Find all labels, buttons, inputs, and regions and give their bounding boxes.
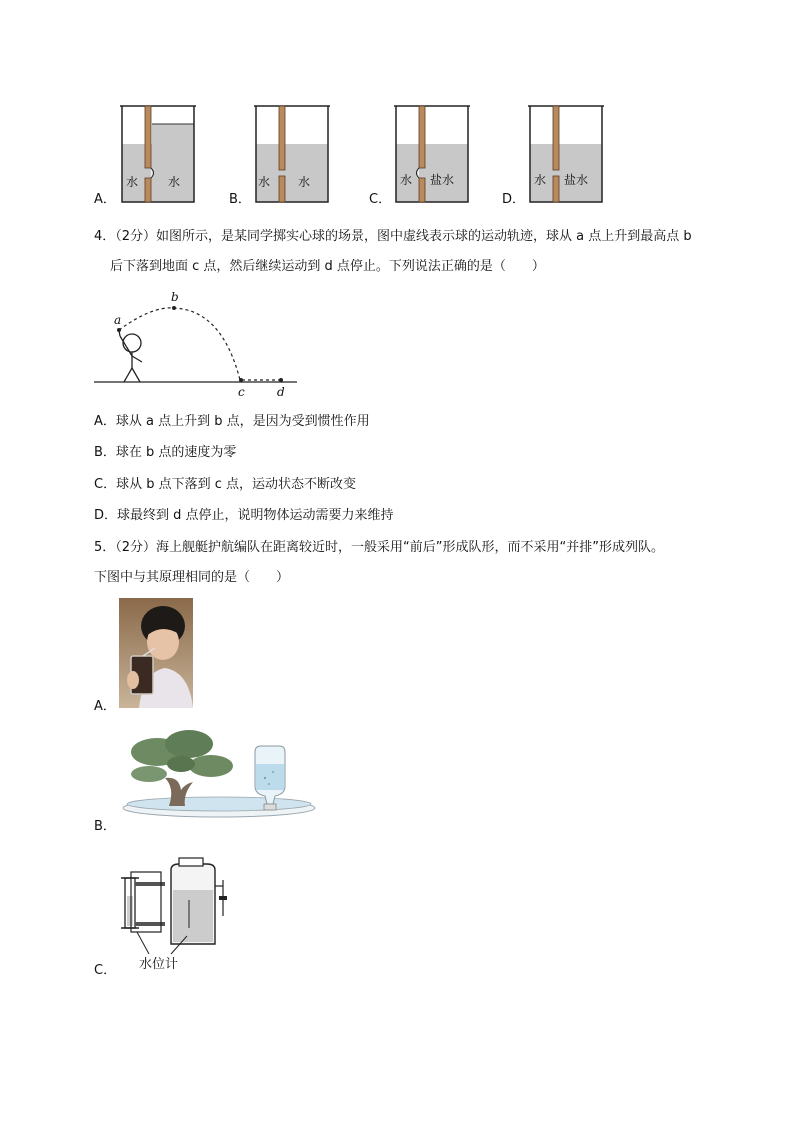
q3-option-d-letter: D． xyxy=(502,192,526,207)
q3-beaker-d[interactable] xyxy=(526,102,606,206)
q4-stem-line2: 后下落到地面 c 点，然后继续运动到 d 点停止。下列说法正确的是（ ） xyxy=(110,259,545,274)
q3-option-c-letter: C． xyxy=(369,192,392,207)
point-b-label: b xyxy=(171,290,179,304)
point-a-label: a xyxy=(114,313,122,327)
q5-option-a-drinking-photo[interactable] xyxy=(119,598,193,708)
q4-option-d[interactable]: D．球最终到 d 点停止，说明物体运动需要力来维持 xyxy=(94,508,394,523)
q5-option-a-letter: A． xyxy=(94,699,116,714)
q3-option-b-letter: B． xyxy=(229,192,251,207)
q5-stem-line1: 5．（2分）海上舰艇护航编队在距离较近时，一般采用“前后”形成队形，而不采用“并排”形成列队。 xyxy=(94,540,664,555)
q4-stem-line1: 4．（2分）如图所示，是某同学掷实心球的场景，图中虚线表示球的运动轨迹，球从 a 点上升到最高点 b xyxy=(94,229,692,244)
water-gauge-label: 水位计 xyxy=(139,957,179,972)
q3-c-right-label: 盐水 xyxy=(430,173,455,187)
q4-option-c[interactable]: C．球从 b 点下落到 c 点，运动状态不断改变 xyxy=(94,477,357,492)
q3-beaker-c[interactable] xyxy=(392,102,472,206)
q3-d-right-label: 盐水 xyxy=(564,173,589,187)
q3-b-left-label: 水 xyxy=(258,175,271,189)
q4-option-a[interactable]: A．球从 a 点上升到 b 点，是因为受到惯性作用 xyxy=(94,414,370,429)
point-d-label: d xyxy=(277,385,285,398)
q3-a-right-label: 水 xyxy=(168,175,181,189)
q3-c-left-label: 水 xyxy=(400,173,413,187)
q3-d-left-label: 水 xyxy=(534,173,547,187)
q4-option-b[interactable]: B．球在 b 点的速度为零 xyxy=(94,445,237,460)
q5-stem-line2: 下图中与其原理相同的是（ ） xyxy=(94,570,290,585)
q5-option-c-letter: C． xyxy=(94,963,117,978)
q3-beaker-a[interactable] xyxy=(118,102,198,206)
q5-option-c-boiler-gauge[interactable] xyxy=(119,856,231,956)
q3-b-right-label: 水 xyxy=(298,175,311,189)
q4-throw-diagram xyxy=(92,288,302,398)
point-c-label: c xyxy=(238,385,245,398)
q3-a-left-label: 水 xyxy=(126,175,139,189)
q3-option-a-letter: A． xyxy=(94,192,116,207)
q5-option-b-bonsai-waterer[interactable] xyxy=(119,724,319,820)
q5-option-b-letter: B． xyxy=(94,819,116,834)
q3-beaker-b[interactable] xyxy=(252,102,332,206)
